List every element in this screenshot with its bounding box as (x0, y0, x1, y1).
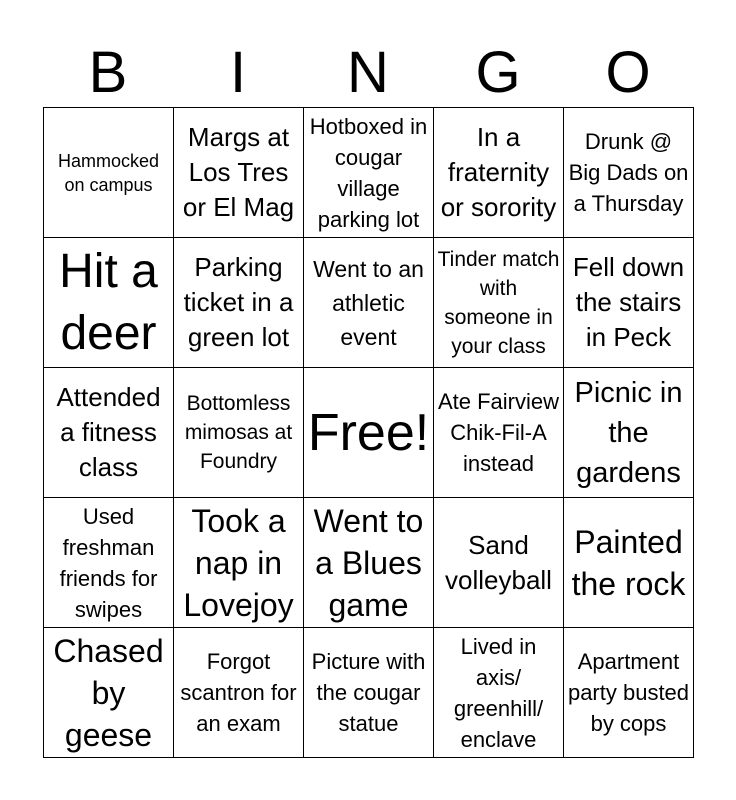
cell-text: In a fraternity or sorority (440, 122, 557, 222)
cell-text: Hotboxed in cougar village parking lot (309, 113, 428, 232)
cell-text: Attended a fitness class (56, 382, 161, 482)
cell-text: Picture with the cougar statue (311, 649, 426, 736)
bingo-cell[interactable] (44, 368, 174, 498)
header-letter-n: N (347, 40, 389, 105)
bingo-cell[interactable] (174, 108, 304, 238)
cell-text: Drunk @ Big Dads on a Thursday (568, 129, 689, 216)
bingo-cell[interactable] (304, 238, 434, 368)
header-letter-o: O (605, 40, 651, 105)
cell-text: Parking ticket in a green lot (183, 252, 294, 352)
bingo-cell[interactable] (44, 628, 174, 758)
cell-text: Used freshman friends for swipes (59, 503, 158, 622)
cell-text: Hit a deer (59, 244, 158, 360)
bingo-cell[interactable] (434, 238, 564, 368)
bingo-cell[interactable] (304, 628, 434, 758)
cell-text: Hammocked on campus (57, 150, 160, 195)
bingo-cell[interactable] (564, 368, 694, 498)
bingo-cell[interactable] (44, 108, 174, 238)
bingo-cell[interactable] (44, 498, 174, 628)
cell-text: Chased by geese (53, 632, 164, 753)
bingo-cell[interactable] (174, 628, 304, 758)
cell-text: Forgot scantron for an exam (180, 649, 297, 736)
cell-text: Picnic in the gardens (574, 376, 683, 489)
header-letter-b: B (88, 40, 128, 105)
bingo-cell[interactable] (434, 498, 564, 628)
bingo-cell[interactable] (564, 498, 694, 628)
cell-text: Took a nap in Lovejoy (183, 502, 294, 623)
cell-text: Sand volleyball (445, 529, 552, 595)
cell-text: Went to an athletic event (313, 255, 424, 350)
bingo-cell[interactable] (304, 498, 434, 628)
bingo-cell[interactable] (174, 498, 304, 628)
bingo-board (43, 107, 694, 758)
cell-text: Margs at Los Tres or El Mag (182, 122, 295, 222)
bingo-cell[interactable] (564, 108, 694, 238)
cell-text: Tinder match with someone in your class (437, 247, 560, 358)
bingo-cell[interactable] (434, 368, 564, 498)
bingo-cell[interactable] (564, 628, 694, 758)
bingo-cell[interactable] (174, 238, 304, 368)
bingo-cell[interactable] (174, 368, 304, 498)
bingo-cell[interactable] (304, 108, 434, 238)
bingo-cell[interactable] (434, 628, 564, 758)
bingo-header (43, 40, 693, 106)
cell-text: Lived in axis/ greenhill/ enclave (453, 633, 544, 752)
cell-text: Went to a Blues game (313, 502, 424, 623)
free-space-text: Free! (307, 403, 430, 462)
cell-text: Ate Fairview Chik-Fil-A instead (437, 389, 560, 476)
cell-text: Apartment party busted by cops (567, 649, 690, 736)
cell-text: Fell down the stairs in Peck (572, 252, 685, 352)
bingo-cell[interactable] (44, 238, 174, 368)
free-space-cell[interactable] (304, 368, 434, 498)
cell-text: Painted the rock (571, 523, 686, 602)
header-letter-g: G (475, 40, 521, 105)
bingo-cell[interactable] (434, 108, 564, 238)
cell-text: Bottomless mimosas at Foundry (184, 392, 293, 473)
header-letter-i: I (229, 40, 247, 105)
bingo-cell[interactable] (564, 238, 694, 368)
